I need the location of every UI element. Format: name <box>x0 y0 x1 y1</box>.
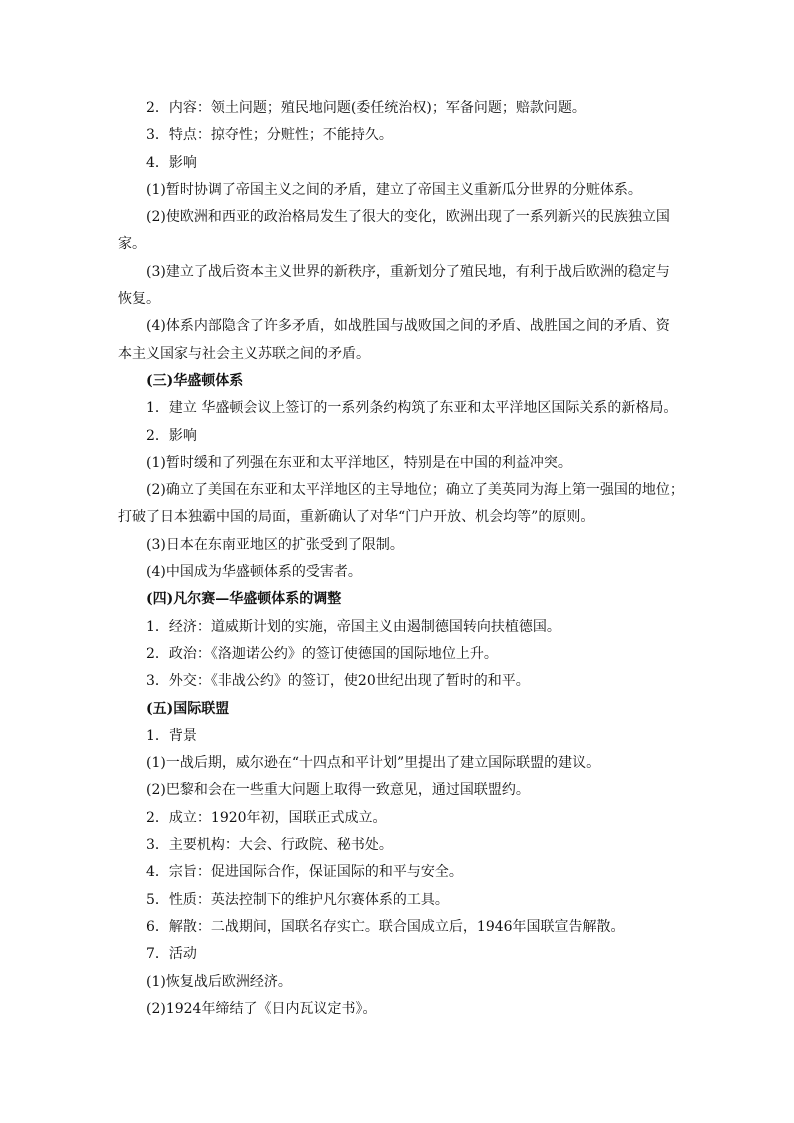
text-line-continuation: 家。 <box>118 236 146 253</box>
section-heading: 7．活动 <box>146 946 197 963</box>
section-heading: (四)凡尔赛—华盛顿体系的调整 <box>146 591 342 608</box>
text-line: 3．特点：掠夺性；分赃性；不能持久。 <box>146 127 393 144</box>
text-line: 4．宗旨：促进国际合作，保证国际的和平与安全。 <box>146 864 463 881</box>
text-line: (1)暂时缓和了列强在东亚和太平洋地区，特别是在中国的利益冲突。 <box>146 454 572 471</box>
text-line: 1．经济：道威斯计划的实施，帝国主义由遏制德国转向扶植德国。 <box>146 618 561 635</box>
text-line: 6．解散：二战期间，国联名存实亡。联合国成立后，1946年国联宣告解散。 <box>146 918 625 935</box>
text-line: 3．外交：《非战公约》的签订，使20世纪出现了暂时的和平。 <box>146 673 530 690</box>
section-heading: (三)华盛顿体系 <box>146 372 244 389</box>
text-line: (2)使欧洲和西亚的政治格局发生了很大的变化，欧洲出现了一系列新兴的民族独立国 <box>146 209 670 226</box>
text-line-continuation: 本主义国家与社会主义苏联之间的矛盾。 <box>118 345 370 362</box>
text-line-continuation: 打破了日本独霸中国的局面，重新确认了对华“门户开放、机会均等”的原则。 <box>118 509 595 526</box>
text-line: (1)一战后期，威尔逊在“十四点和平计划”里提出了建立国际联盟的建议。 <box>146 755 601 772</box>
section-heading: 1．背景 <box>146 727 197 744</box>
text-line: 2．内容：领土问题；殖民地问题(委任统治权)；军备问题；赔款问题。 <box>146 100 586 116</box>
text-line: (4)体系内部隐含了许多矛盾，如战胜国与战败国之间的矛盾、战胜国之间的矛盾、资 <box>146 318 670 335</box>
text-line: 3．主要机构：大会、行政院、秘书处。 <box>146 837 393 854</box>
section-heading: 2．影响 <box>146 427 197 444</box>
text-line: (1)恢复战后欧洲经济。 <box>146 973 292 990</box>
text-line: 1．建立 华盛顿会议上签订的一系列条约构筑了东亚和太平洋地区国际关系的新格局。 <box>146 400 678 417</box>
text-line: (2)确立了美国在东亚和太平洋地区的主导地位；确立了美英同为海上第一强国的地位； <box>146 482 684 499</box>
text-line: (3)建立了战后资本主义世界的新秩序，重新划分了殖民地，有利于战后欧洲的稳定与 <box>146 263 670 280</box>
text-line: (4)中国成为华盛顿体系的受害者。 <box>146 564 362 581</box>
text-line: (2)1924年缔结了《日内瓦议定书》。 <box>146 1000 377 1017</box>
text-line-continuation: 恢复。 <box>118 291 160 308</box>
document-body <box>0 95 794 1023</box>
text-line: 2．成立：1920年初，国联正式成立。 <box>146 809 387 826</box>
section-heading: 4．影响 <box>146 154 197 171</box>
section-heading: (五)国际联盟 <box>146 700 230 717</box>
text-line: (1)暂时协调了帝国主义之间的矛盾，建立了帝国主义重新瓜分世界的分赃体系。 <box>146 181 642 198</box>
text-line: (3)日本在东南亚地区的扩张受到了限制。 <box>146 536 404 553</box>
text-line: 2．政治：《洛迦诺公约》的签订使德国的国际地位上升。 <box>146 645 498 662</box>
text-line: 5．性质：英法控制下的维护凡尔赛体系的工具。 <box>146 891 449 908</box>
text-line: (2)巴黎和会在一些重大问题上取得一致意见，通过国联盟约。 <box>146 782 530 799</box>
